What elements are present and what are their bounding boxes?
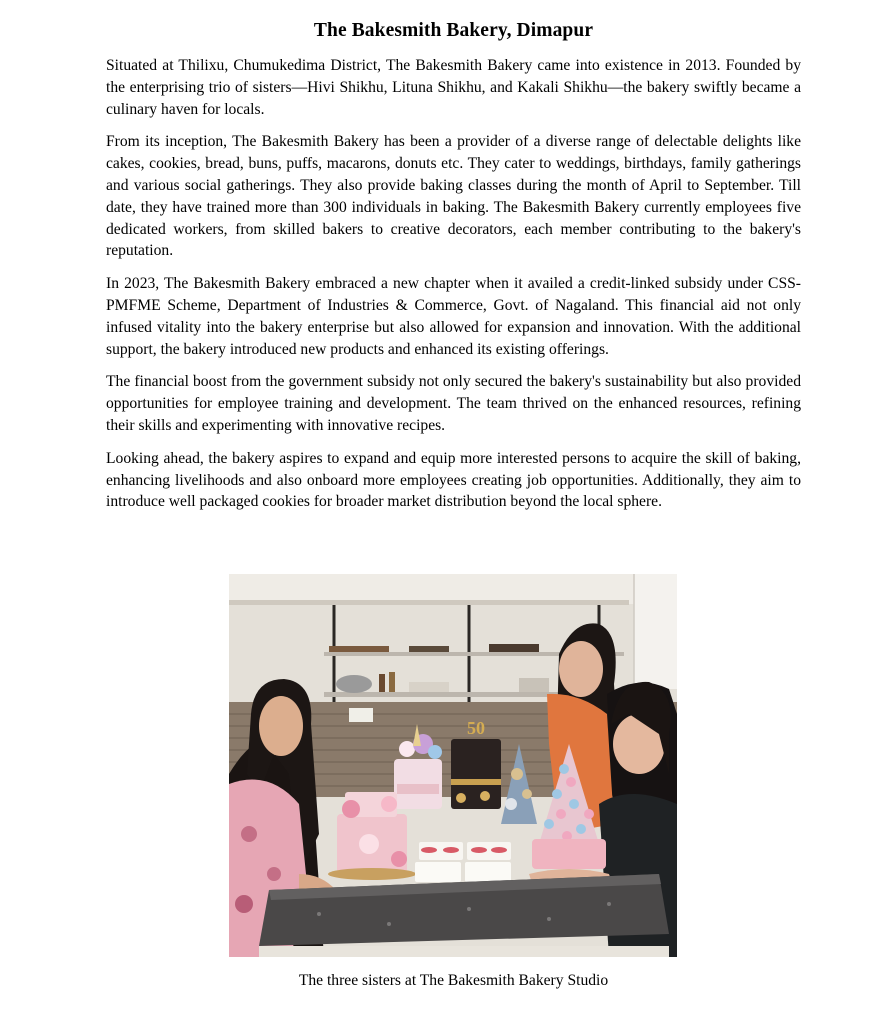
paragraph-1: Situated at Thilixu, Chumukedima District, The Bakesmith Bakery came into existence in 2013. Founded by the enterprising trio of sisters—Hivi Shikhu, Lituna Shikhu, and Kakali Shikhu—the bakery swiftly became a culinary haven for locals. bbox=[106, 57, 801, 118]
paragraph-3: In 2023, The Bakesmith Bakery embraced a new chapter when it availed a credit-linked subsidy under CSS-PMFME Scheme, Department of Industries & Commerce, Govt. of Nagaland. This financial aid not only infused vitality into the bakery enterprise but also allowed for expansion and innovation. With the additional support, the bakery introduced new products and enhanced its existing offerings. bbox=[106, 275, 801, 358]
document-body bbox=[106, 18, 801, 524]
photo-illustration bbox=[229, 574, 677, 957]
sisters-photo bbox=[229, 574, 677, 957]
paragraph-5: Looking ahead, the bakery aspires to expand and equip more interested persons to acquire the skill of baking, enhancing livelihoods and also onboard more employees creating job opportunities. Additionally, they aim to introduce well packaged cookies for broader market distribution beyond the local sphere. bbox=[106, 449, 801, 511]
paragraph-4: The financial boost from the government subsidy not only secured the bakery's sustainability but also provided opportunities for employee training and development. The team thrived on the enhanced resources, refining their skills and experimenting with innovative recipes. bbox=[106, 373, 801, 434]
page-title: The Bakesmith Bakery, Dimapur bbox=[313, 20, 594, 41]
cake-topper-text: 50 bbox=[467, 718, 485, 738]
photo-caption: The three sisters at The Bakesmith Bakery Studio bbox=[298, 972, 609, 989]
paragraph-2: From its inception, The Bakesmith Bakery has been a provider of a diverse range of delectable delights like cakes, cookies, bread, buns, puffs, macarons, donuts etc. They cater to weddings, birthdays, family gatherings and various social gatherings. They also provide baking classes during the month of April to September. Till date, they have trained more than 300 individuals in baking. The Bakesmith Bakery currently employees five dedicated workers, from skilled bakers to creative decorators, each member contributing to the bakery's reputation. bbox=[106, 133, 801, 260]
